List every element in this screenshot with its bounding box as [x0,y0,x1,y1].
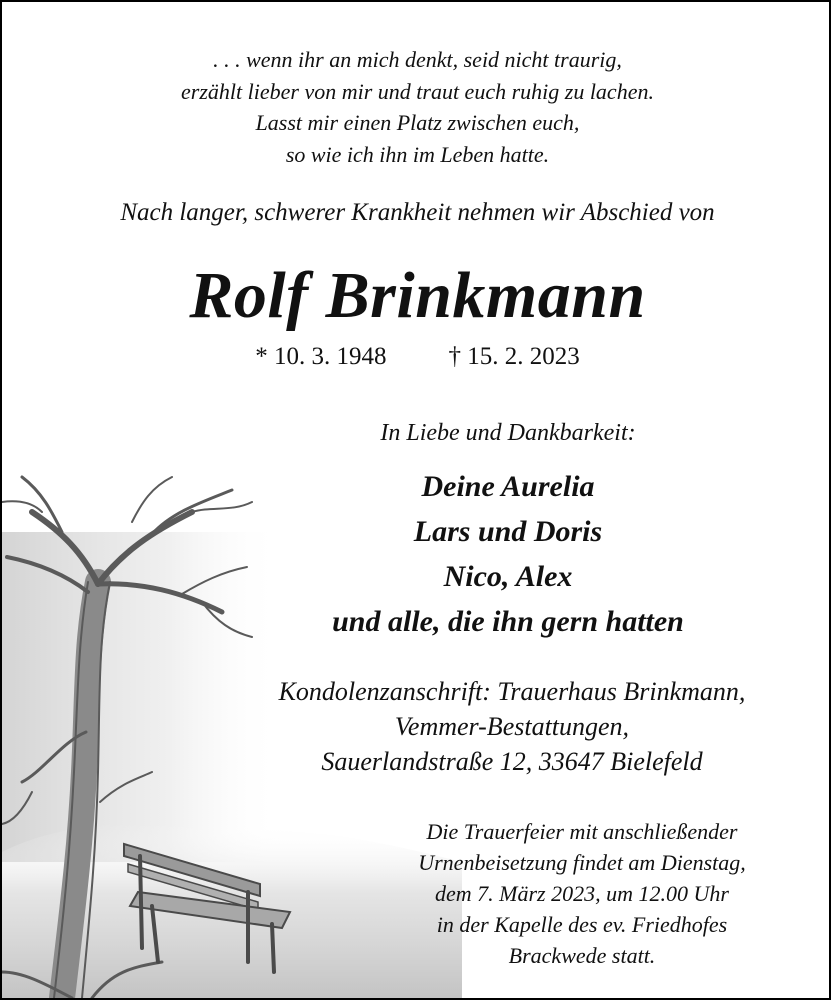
poem-line: . . . wenn ihr an mich denkt, seid nicht traurig, [213,47,622,72]
address-line: Vemmer-Bestattungen, [394,712,630,741]
mourners-intro: In Liebe und Dankbarkeit: [380,420,636,446]
poem-line: so wie ich ihn im Leben hatte. [285,141,550,167]
poem [2,44,831,170]
funeral-info [332,816,831,971]
deceased-name: Rolf Brinkmann [189,259,646,332]
mourner-name: Deine Aurelia [421,470,595,503]
birth-date: * 10. 3. 1948 [255,343,387,370]
funeral-line: Die Trauerfeier mit anschließender [426,819,738,844]
funeral-line: Brackwede statt. [508,943,656,968]
poem-line: Lasst mir einen Platz zwischen euch, [255,110,580,135]
poem-line: erzählt lieber von mir und traut euch ruhig zu lachen. [181,78,654,104]
funeral-line: dem 7. März 2023, um 12.00 Uhr [435,881,729,906]
mourner-name: Nico, Alex [443,560,573,593]
funeral-line: in der Kapelle des ev. Friedhofes [436,912,728,937]
farewell-intro: Nach langer, schwerer Krankheit nehmen wir Abschied von [120,199,715,226]
mourner-name: und alle, die ihn gern hatten [332,605,684,638]
funeral-line: Urnenbeisetzung findet am Dienstag, [418,850,746,875]
address-line: Sauerlandstraße 12, 33647 Bielefeld [321,747,703,776]
life-dates [2,342,831,372]
death-date: † 15. 2. 2023 [448,343,580,370]
address-line: Kondolenzanschrift: Trauerhaus Brinkmann, [278,677,746,706]
condolence-address [182,674,831,779]
mourners-list [262,464,754,644]
mourner-name: Lars und Doris [413,515,603,548]
